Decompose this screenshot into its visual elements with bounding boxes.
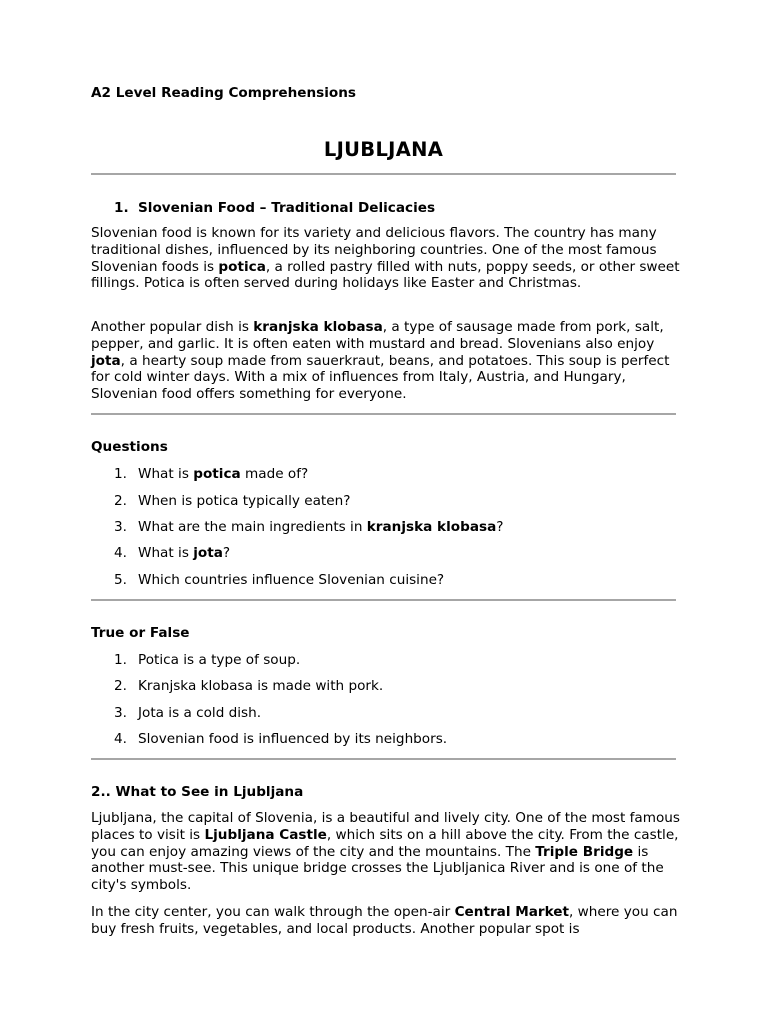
- divider: [91, 599, 676, 601]
- divider: [91, 413, 676, 415]
- truefalse-item: 2. Kranjska klobasa is made with pork.: [114, 678, 384, 694]
- question-item: 3. What are the main ingredients in kranjska klobasa?: [114, 519, 504, 535]
- section1-paragraph-1: Slovenian food is known for its variety and delicious flavors. The country has many traditional dishes, influenced by its neighboring countries. One of the most famous Slovenian foods is potica, a rolled pastry filled with nuts, poppy seeds, or other sweet fillings. Potica is often served during holidays like Easter and Christmas.: [91, 225, 680, 292]
- section1-paragraph-2: Another popular dish is kranjska klobasa, a type of sausage made from pork, salt, pepper, and garlic. It is often eaten with mustard and bread. Slovenians also enjoy jota, a hearty soup made from sauerkraut, beans, and potatoes. This soup is perfect for cold winter days. With a mix of influences from Italy, Austria, and Hungary, Slovenian food offers something for everyone.: [91, 319, 670, 403]
- document-title: LJUBLJANA: [323, 138, 444, 161]
- section1-heading: 1. Slovenian Food – Traditional Delicacies: [114, 200, 436, 216]
- truefalse-heading: True or False: [91, 625, 190, 641]
- truefalse-item: 4. Slovenian food is influenced by its neighbors.: [114, 731, 448, 747]
- question-item: 1. What is potica made of?: [114, 466, 309, 482]
- section2-paragraph-1: Ljubljana, the capital of Slovenia, is a beautiful and lively city. One of the most famous places to visit is Ljubljana Castle, which sits on a hill above the city. From the castle, you can enjoy amazing views of the city and the mountains. The Triple Bridge is another must-see. This unique bridge crosses the Ljubljanica River and is one of the city's symbols.: [91, 810, 681, 894]
- section2-heading: 2.. What to See in Ljubljana: [91, 784, 304, 800]
- question-item: 4. What is jota?: [114, 545, 231, 561]
- section2-paragraph-2: In the city center, you can walk through the open-air Central Market, where you can buy fresh fruits, vegetables, and local products. Another popular spot is: [91, 904, 678, 937]
- document-header: A2 Level Reading Comprehensions: [91, 85, 357, 101]
- truefalse-item: 3. Jota is a cold dish.: [114, 705, 262, 721]
- divider: [91, 758, 676, 760]
- truefalse-item: 1. Potica is a type of soup.: [114, 652, 301, 668]
- question-item: 5. Which countries influence Slovenian cuisine?: [114, 572, 445, 588]
- question-item: 2. When is potica typically eaten?: [114, 493, 351, 509]
- questions-heading: Questions: [91, 439, 168, 455]
- divider: [91, 173, 676, 175]
